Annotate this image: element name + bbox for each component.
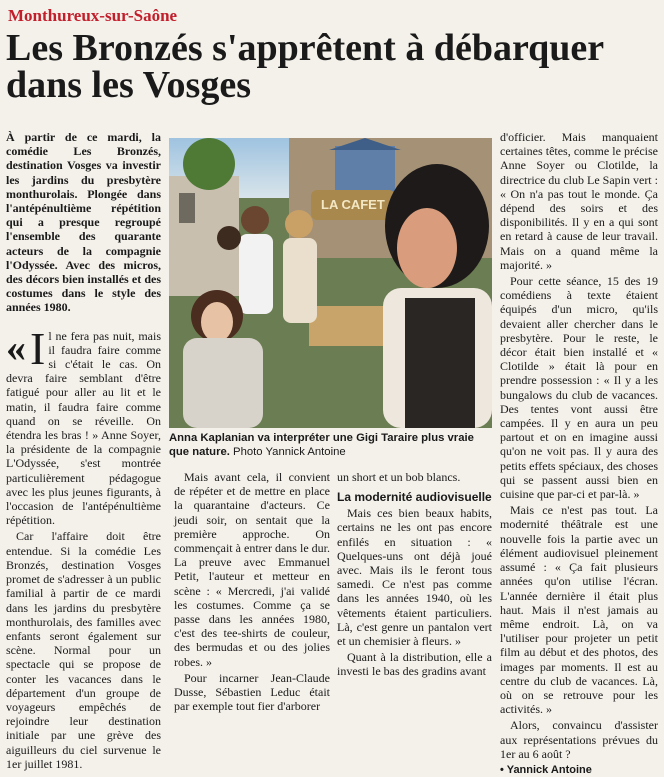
paragraph: Quant à la distribution, elle a investi le bas des gradins avant xyxy=(337,650,492,679)
paragraph: un short et un bob blancs. xyxy=(337,470,461,484)
paragraph: Pour incarner Jean-Claude Dusse, Sébastien Leduc était par exemple tout fier d'arborer xyxy=(174,670,330,714)
photo-illustration xyxy=(169,138,492,428)
paragraph: d'officier. Mais manquaient certaines têtes, comme le précise Anne Soyer ou Clotilde, la directrice du club Le Sapin vert : « On n'a pas tout le monde. Ça dépend des soirs et des disponibilités. Il y en a qui sont en retard à cause de leur travail. Mais on a quand même la majorité. » xyxy=(500,130,658,272)
lead-text: l ne fera pas nuit, mais il faudra faire comme si c'était le cas. On devra faire semblant d'être fatigué pour aller au lit et le matin, il faudra faire comme quand on se réveille. On étendra les bras ! » Anne Soyer, la présidente de la compagnie L'Odyssée, s'est montrée particulièrement pédagogue avec les plus jeunes figurants, à l'occasion de l'antépénultième répétition. xyxy=(6,328,161,528)
paragraph: Alors, convaincu d'assister aux représentations prévues du 1er au 6 août ? xyxy=(500,718,658,761)
paragraph: Pour cette séance, 15 des 19 comédiens à texte étaient équipés d'un micro, qu'ils devaient aller chercher dans le presbytère. Pour le reste, le décor était bien installé et « Clotilde » était là pour en prendre possession : « Il y a les bungalows du club de vacances. Des tentes vont aussi être campées. Il y en aura un peu partout et on en imagine aussi qu'on ne voit pas. Il y aura des petits effets spéciaux, des choses qui se passent aussi bien en cuisine que par-ci et par-là. » xyxy=(500,274,658,502)
section-subhead: La modernité audiovisuelle xyxy=(337,490,492,505)
column-1 xyxy=(6,130,161,773)
lead-paragraph xyxy=(6,322,161,528)
paragraph: Car l'affaire doit être entendue. Si la comédie Les Bronzés, destination Vosges promet de s'adresser à un public familial à partir de ce mardi dans les jardins du presbytère monthurolais, des familles avec enfants seront également sur scène. Normal pour un spectacle qui se propose de conter les vacances dans le département d'un groupe de voyageurs empêchés de rejoindre leur destination initiale par une grève des aiguilleurs du ciel survenue le 1er juillet 1981. xyxy=(6,529,161,771)
quote-mark: « xyxy=(6,324,26,370)
paragraph: Mais ces bien beaux habits, certains ne les ont pas encore enfilés en situation : « Quelques-uns ont déjà joué avec. Mais ils le feront tous samedi. Ce n'est pas comme dans les années 1940, où les vêtements étaient particuliers. Là, c'est genre un pantalon vert et un chemisier à fleurs. » xyxy=(337,506,492,649)
photo-credit: Photo Yannick Antoine xyxy=(233,446,346,458)
article-byline: • Yannick Antoine xyxy=(500,763,592,776)
column-3 xyxy=(337,470,492,681)
column-2 xyxy=(174,470,330,715)
photo-caption xyxy=(169,431,492,459)
paragraph: Mais avant cela, il convient de répéter et de mettre en place la quarantaine d'acteurs. Ce jeudi soir, on sentait que la première approche. On commençait à entrer dans le dur. La preuve avec Emmanuel Petit, l'auteur et metteur en scène : « Mercredi, j'ai validé les costumes. Comme ça se passe dans les années 1980, c'est des tee-shirts de couleur, des bermudas et ou des jolies robes. » xyxy=(174,470,330,669)
paragraph: Mais ce n'est pas tout. La modernité théâtrale est une nouvelle fois la partie avec un élément audiovisuel pleinement assumé : « Ça fait plusieurs années qu'on utilise l'écran. L'année dernière il était plus haut. Mais il n'est jamais au même endroit. Là, on va l'utiliser pour projeter un petit film au début et des photos, des images par moments. Il est au centre du club de vacances. Là, où on se retrouve pour les activités. » xyxy=(500,503,658,717)
cafet-sign: LA CAFET xyxy=(321,197,385,212)
article-headline: Les Bronzés s'apprêtent à débarquer dans les Vosges xyxy=(6,27,604,106)
column-4 xyxy=(500,130,658,777)
caption-text: Anna Kaplanian va interpréter une Gigi Taraire plus vraie que nature. xyxy=(169,432,474,458)
drop-cap: I xyxy=(30,322,46,374)
article-chapo: À partir de ce mardi, la comédie Les Bronzés, destination Vosges va investir les jardins du presbytère monthurolais. Plongée dans l'antépénultième répétition qui a presque regroupé l'ensemble des quarante acteurs de la compagnie l'Odyssée. Avec des micros, des décors bien installés et des costumes dans le style des années 1980. xyxy=(6,130,161,315)
article-photo xyxy=(169,138,492,428)
kicker-location: Monthureux-sur-Saône xyxy=(8,6,178,25)
